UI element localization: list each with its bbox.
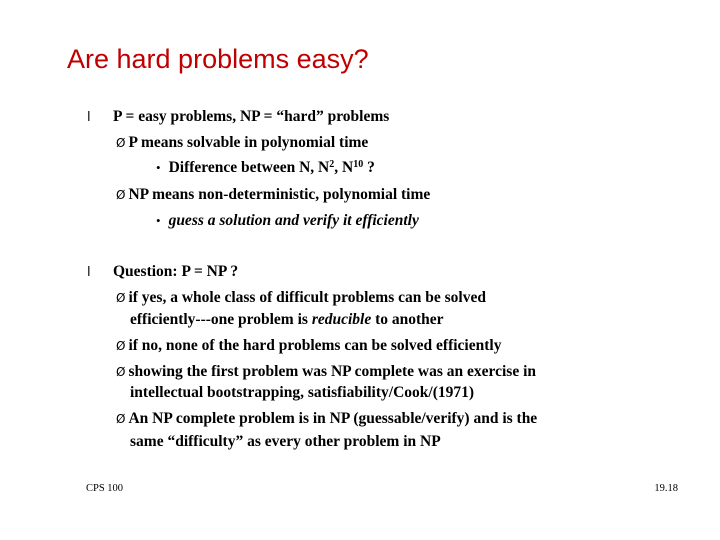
sub-bullet-text: if yes, a whole class of difficult problems can be solved [128, 289, 486, 306]
sub-bullet-continuation: same “difficulty” as every other problem in NP [130, 433, 441, 450]
sub-sub-bullet-text: guess a solution and verify it efficiently [168, 212, 419, 229]
sub-bullet [116, 289, 486, 307]
arrow-icon: Ø [116, 412, 126, 426]
bullet-text: Question: P = NP ? [113, 263, 239, 280]
dot-icon: • [156, 213, 161, 228]
dot-icon: • [156, 160, 161, 175]
sub-bullet [116, 337, 501, 355]
sub-bullet-text: showing the first problem was NP complete was an exercise in [128, 363, 537, 380]
arrow-icon: Ø [116, 339, 126, 353]
footer-page-number: 19.18 [654, 483, 678, 494]
sub-bullet [116, 410, 537, 428]
arrow-icon: Ø [116, 291, 126, 305]
bullet-marker: l [87, 110, 91, 125]
sub-bullet-text: if no, none of the hard problems can be solved efficiently [128, 337, 502, 354]
sub-bullet-continuation: efficiently---one problem is reducible to another [130, 311, 444, 328]
bullet-marker: l [87, 265, 91, 280]
bullet-text: P = easy problems, NP = “hard” problems [113, 108, 390, 125]
sub-bullet-text: P means solvable in polynomial time [128, 134, 369, 151]
sub-bullet [116, 134, 368, 152]
arrow-icon: Ø [116, 136, 126, 150]
sub-sub-bullet [156, 212, 419, 230]
sub-bullet [116, 363, 536, 381]
arrow-icon: Ø [116, 365, 126, 379]
footer-course: CPS 100 [86, 483, 124, 494]
sub-bullet-text: NP means non-deterministic, polynomial time [128, 186, 431, 203]
sub-sub-bullet [156, 159, 375, 177]
sub-sub-bullet-text: Difference between N, $N^2$, $N^{10}$ ? [168, 159, 375, 176]
slide-title: Are hard problems easy? [67, 44, 369, 74]
sub-bullet [116, 186, 430, 204]
arrow-icon: Ø [116, 188, 126, 202]
sub-bullet-continuation: intellectual bootstrapping, satisfiability/Cook/(1971) [130, 384, 475, 401]
sub-bullet-text: An NP complete problem is in NP (guessable/verify) and is the [128, 410, 538, 427]
